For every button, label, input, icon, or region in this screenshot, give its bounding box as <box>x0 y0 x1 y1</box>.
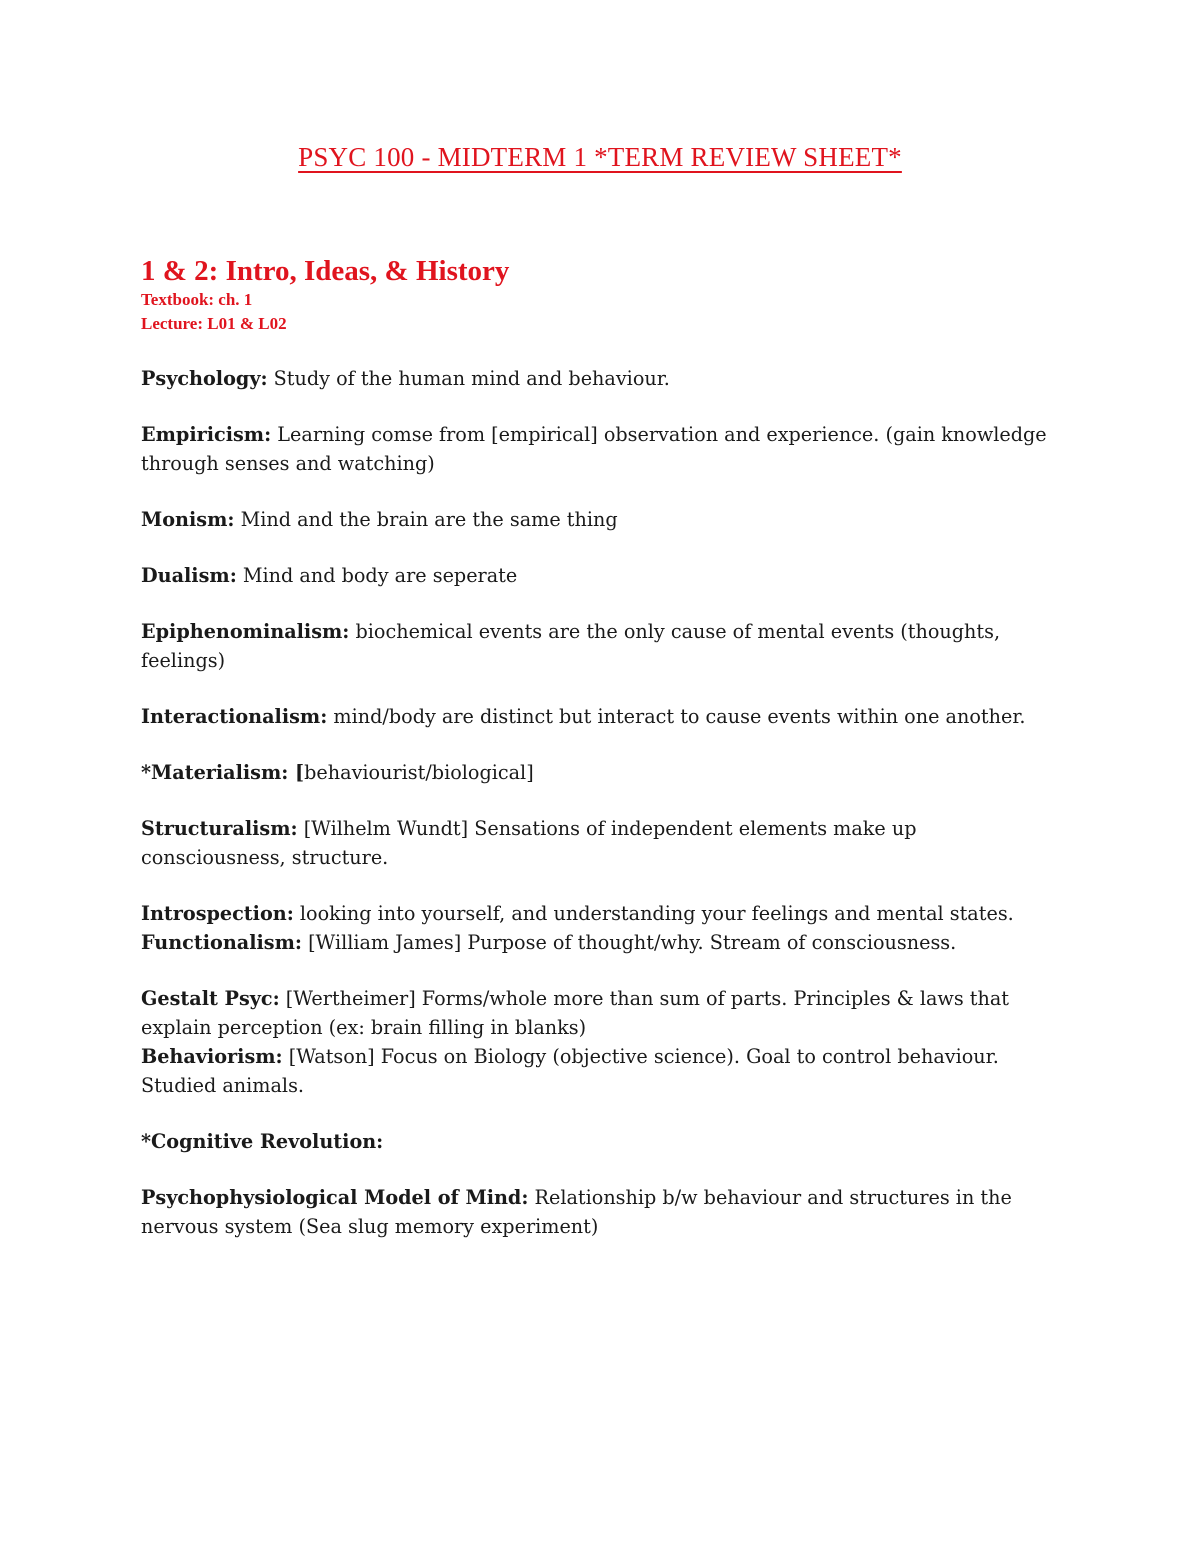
term-name: Functionalism: <box>141 931 302 954</box>
term-name: Psychology: <box>141 367 268 390</box>
term-name: Behaviorism: <box>141 1045 283 1068</box>
term-entry-behaviorism <box>141 1042 1061 1100</box>
term-definition: [Wertheimer] Forms/whole more than sum of parts. Principles & laws that explain perception (ex: brain filling in blanks) <box>141 987 1009 1039</box>
term-definition: looking into yourself, and understanding your feelings and mental states. <box>293 902 1014 925</box>
term-definition: Mind and body are seperate <box>236 564 518 587</box>
term-definition: Relationship b/w behaviour and structures in the nervous system (Sea slug memory experiment) <box>141 1186 1012 1238</box>
section-heading: 1 & 2: Intro, Ideas, & History <box>141 255 510 287</box>
term-entry-psychophysiological-model <box>141 1183 1061 1241</box>
term-name: *Cognitive Revolution: <box>141 1130 384 1153</box>
term-name: *Materialism: [ <box>141 761 305 784</box>
term-definition: mind/body are distinct but interact to cause events within one another. <box>327 705 1026 728</box>
section-header <box>141 254 1061 336</box>
term-name: Dualism: <box>141 564 237 587</box>
term-entry-dualism <box>141 561 1061 590</box>
term-entry-introspection <box>141 899 1061 928</box>
term-definition: Study of the human mind and behaviour. <box>267 367 670 390</box>
term-name: Monism: <box>141 508 235 531</box>
term-entry-gestalt-psyc <box>141 984 1061 1042</box>
section-lecture-ref: Lecture: L01 & L02 <box>141 314 287 333</box>
term-name: Structuralism: <box>141 817 298 840</box>
term-name: Introspection: <box>141 902 294 925</box>
term-name: Interactionalism: <box>141 705 328 728</box>
term-entry-empiricism <box>141 420 1061 478</box>
term-entry-materialism <box>141 758 1061 787</box>
term-name: Empiricism: <box>141 423 272 446</box>
term-entry-epiphenominalism <box>141 617 1061 675</box>
term-name: Epiphenominalism: <box>141 620 350 643</box>
term-definition: Learning comse from [empirical] observation and experience. (gain knowledge through senses and watching) <box>141 423 1047 475</box>
term-entry-psychology <box>141 364 1061 393</box>
term-entry-monism <box>141 505 1061 534</box>
term-entry-functionalism <box>141 928 1061 957</box>
term-entry-interactionalism <box>141 702 1061 731</box>
term-name: Gestalt Psyc: <box>141 987 280 1010</box>
document-title: PSYC 100 - MIDTERM 1 *TERM REVIEW SHEET* <box>298 142 902 172</box>
term-definition: Mind and the brain are the same thing <box>234 508 618 531</box>
section-textbook-ref: Textbook: ch. 1 <box>141 290 253 309</box>
term-entry-cognitive-revolution <box>141 1127 1061 1156</box>
term-definition: behaviourist/biological] <box>304 761 534 784</box>
term-definition: [William James] Purpose of thought/why. Stream of consciousness. <box>301 931 957 954</box>
term-entry-structuralism <box>141 814 1061 872</box>
term-name: Psychophysiological Model of Mind: <box>141 1186 529 1209</box>
term-definition: [Watson] Focus on Biology (objective science). Goal to control behaviour. Studied animals. <box>141 1045 999 1097</box>
term-definition: [Wilhelm Wundt] Sensations of independent elements make up consciousness, structure. <box>141 817 917 869</box>
term-definition: biochemical events are the only cause of mental events (thoughts, feelings) <box>141 620 1001 672</box>
term-list <box>141 364 1061 1241</box>
